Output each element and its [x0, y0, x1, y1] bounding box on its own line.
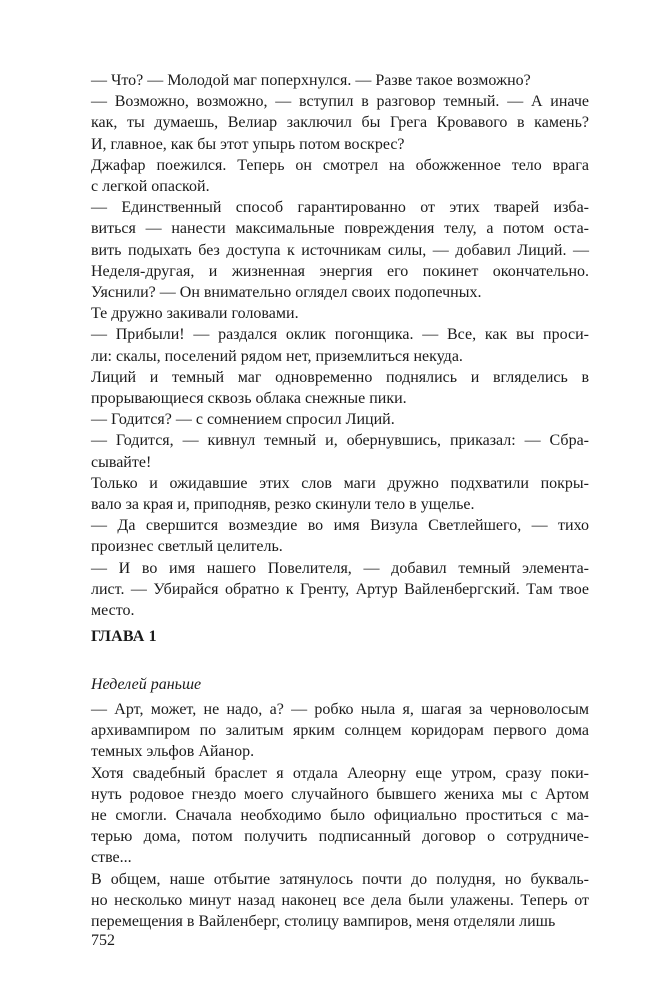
text-line: стве...	[91, 849, 132, 867]
text-line: перемещения в Вайленберг, столицу вампиров, меня отделяли лишь	[91, 913, 556, 931]
text-line: место.	[91, 602, 135, 620]
text-line: с легкой опаской.	[91, 178, 210, 196]
text-line: Джафар поежился. Теперь он смотрел на обожженное тело врага	[91, 156, 589, 174]
paragraph	[91, 763, 589, 869]
text-line: — Да свершится возмездие во имя Визула Светлейшего, — тихо	[91, 517, 589, 535]
text-line: темных эльфов Айанор.	[91, 743, 255, 761]
text-line: Неделя-другая, и жизненная энергия его покинет окончательно.	[91, 262, 589, 280]
paragraph	[91, 515, 589, 557]
text-line: — Возможно, возможно, — вступил в разговор темный. — А иначе	[91, 93, 589, 111]
text-line: Уяснили? — Он внимательно оглядел своих подопечных.	[91, 284, 482, 302]
paragraph	[91, 197, 589, 303]
text-block-bottom	[91, 699, 589, 932]
text-line: — Арт, может, не надо, а? — робко ныла я, шагая за черноволосым	[91, 701, 589, 718]
text-line: Лиций и темный маг одновременно поднялись и вгляделись в	[91, 368, 589, 386]
chapter-title: ГЛАВА 1	[91, 628, 157, 645]
text-line: нуть родовое гнездо моего случайного бывшего жениха мы с Артом	[91, 785, 589, 803]
paragraph	[91, 303, 589, 324]
text-line: сывайте!	[91, 453, 152, 471]
text-line: — Прибыли! — раздался оклик погонщика. — Все, как вы проси-	[91, 326, 589, 344]
text-line: произнес светлый целитель.	[91, 538, 283, 556]
paragraph	[91, 91, 589, 155]
text-line: но несколько минут назад наконец все дела были улажены. Теперь от	[91, 891, 589, 909]
paragraph	[91, 699, 589, 763]
text-line: терью дома, потом получить подписанный договор о сотрудниче-	[91, 828, 589, 846]
text-line: Те дружно закивали головами.	[91, 305, 299, 323]
chapter-subtitle: Неделей раньше	[91, 676, 202, 693]
text-line: не смогли. Сначала необходимо было официально проститься с ма-	[91, 807, 589, 825]
text-line: вить подыхать без доступа к источникам силы, — добавил Лиций. —	[91, 241, 589, 259]
paragraph	[91, 473, 589, 515]
text-line: прорывающиеся сквозь облака снежные пики.	[91, 390, 407, 408]
text-line: — Годится? — с сомнением спросил Лиций.	[91, 411, 395, 429]
text-line: В общем, наше отбытие затянулось почти до полудня, но букваль-	[91, 870, 589, 888]
text-line: архивампиром по залитым ярким солнцем коридорам первого дома	[91, 722, 589, 740]
text-line: — И во имя нашего Повелителя, — добавил темный элементa-	[91, 559, 589, 577]
text-line: лист. — Убирайся обратно к Гренту, Артур Вайленбергский. Там твое	[91, 580, 589, 598]
page-number: 752	[91, 932, 115, 949]
text-block-top	[91, 70, 589, 621]
text-line: Хотя свадебный браслет я отдала Алеорну еще утром, сразу поки-	[91, 764, 589, 782]
text-line: Только и ожидавшие этих слов маги дружно подхватили покры-	[91, 474, 589, 492]
paragraph	[91, 324, 589, 366]
text-line: — Что? — Молодой маг поперхнулся. — Разве такое возможно?	[91, 72, 531, 89]
text-line: вало за края и, приподняв, резко скинули тело в ущелье.	[91, 496, 475, 514]
paragraph	[91, 409, 589, 430]
text-line: ли: скалы, поселений рядом нет, приземлиться некуда.	[91, 347, 463, 365]
paragraph	[91, 869, 589, 933]
paragraph	[91, 367, 589, 409]
paragraph	[91, 70, 589, 91]
text-line: как, ты думаешь, Велиар заключил бы Грега Кровавого в камень?	[91, 114, 589, 132]
text-line: И, главное, как бы этот упырь потом воскрес?	[91, 135, 405, 153]
text-line: — Единственный способ гарантированно от этих тварей изба-	[91, 199, 589, 217]
paragraph	[91, 155, 589, 197]
text-line: виться — нанести максимальные повреждения телу, а потом оста-	[91, 220, 589, 238]
text-line: — Годится, — кивнул темный и, обернувшись, приказал: — Сбра-	[91, 432, 589, 450]
paragraph	[91, 430, 589, 472]
paragraph	[91, 558, 589, 622]
